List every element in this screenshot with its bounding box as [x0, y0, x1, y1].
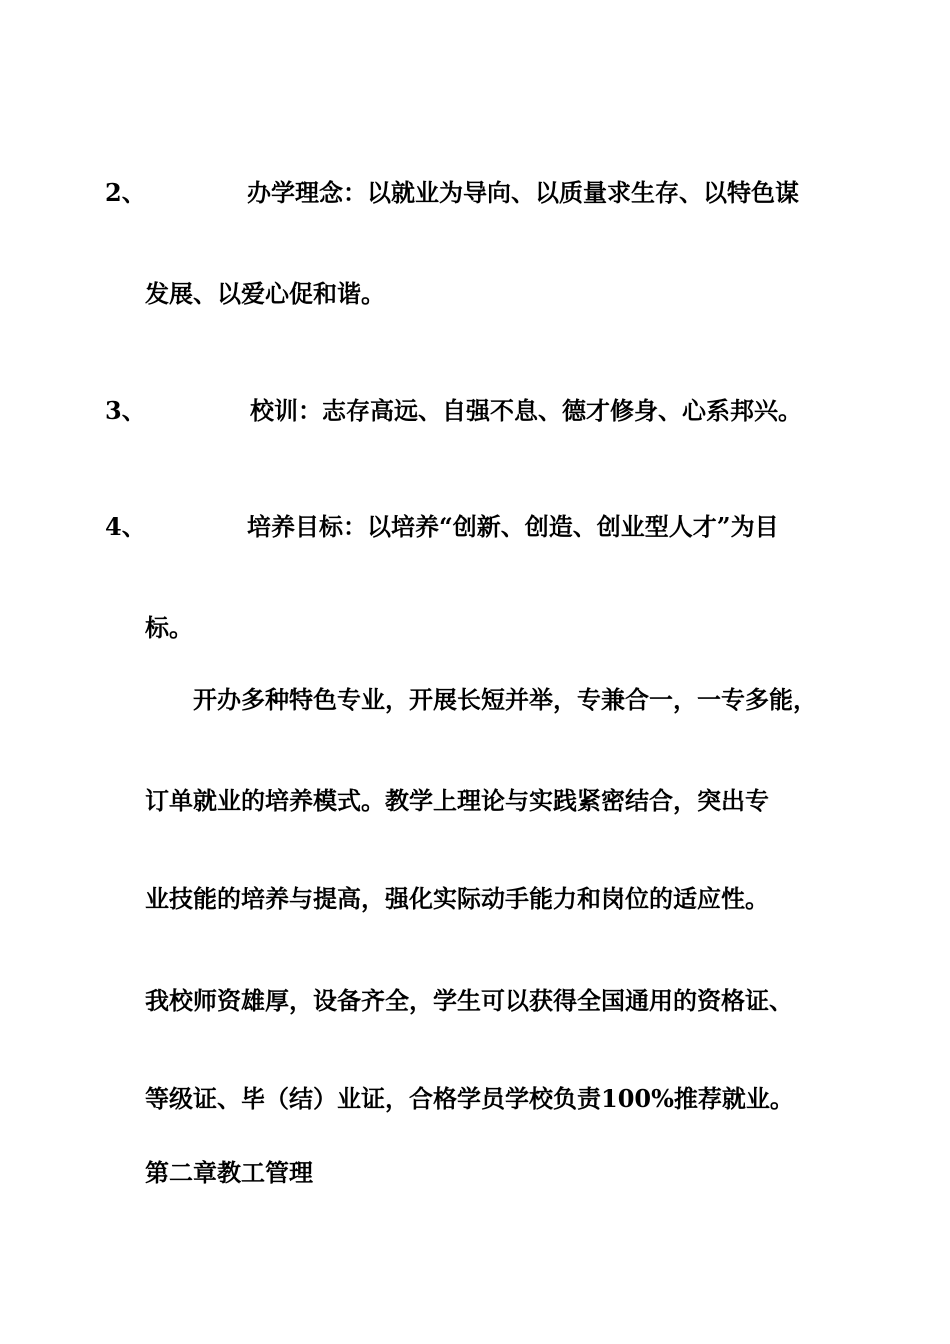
item-text-line: 校训：志存高远、自强不息、德才修身、心系邦兴。: [250, 396, 802, 425]
paragraph-line: 业技能的培养与提高，强化实际动手能力和岗位的适应性。: [145, 884, 769, 913]
chapter-heading: 第二章教工管理: [145, 1158, 313, 1187]
item-number: 2、: [105, 178, 146, 207]
paragraph-line: 开办多种特色专业，开展长短并举，专兼合一，一专多能，: [193, 685, 817, 714]
paragraph-line: 等级证、毕（结）业证，合格学员学校负责100%推荐就业。: [145, 1084, 794, 1113]
paragraph-line: 订单就业的培养模式。教学上理论与实践紧密结合，突出专: [145, 786, 769, 815]
item-text-line: 办学理念：以就业为导向、以质量求生存、以特色谋: [247, 178, 799, 207]
item-text-line: 培养目标：以培养“创新、创造、创业型人才”为目: [247, 512, 779, 541]
item-text-line: 标。: [145, 613, 193, 642]
item-text-line: 发展、以爱心促和谐。: [145, 279, 385, 308]
item-number: 3、: [105, 396, 146, 425]
paragraph-line: 我校师资雄厚，设备齐全，学生可以获得全国通用的资格证、: [145, 986, 793, 1015]
item-number: 4、: [105, 512, 146, 541]
